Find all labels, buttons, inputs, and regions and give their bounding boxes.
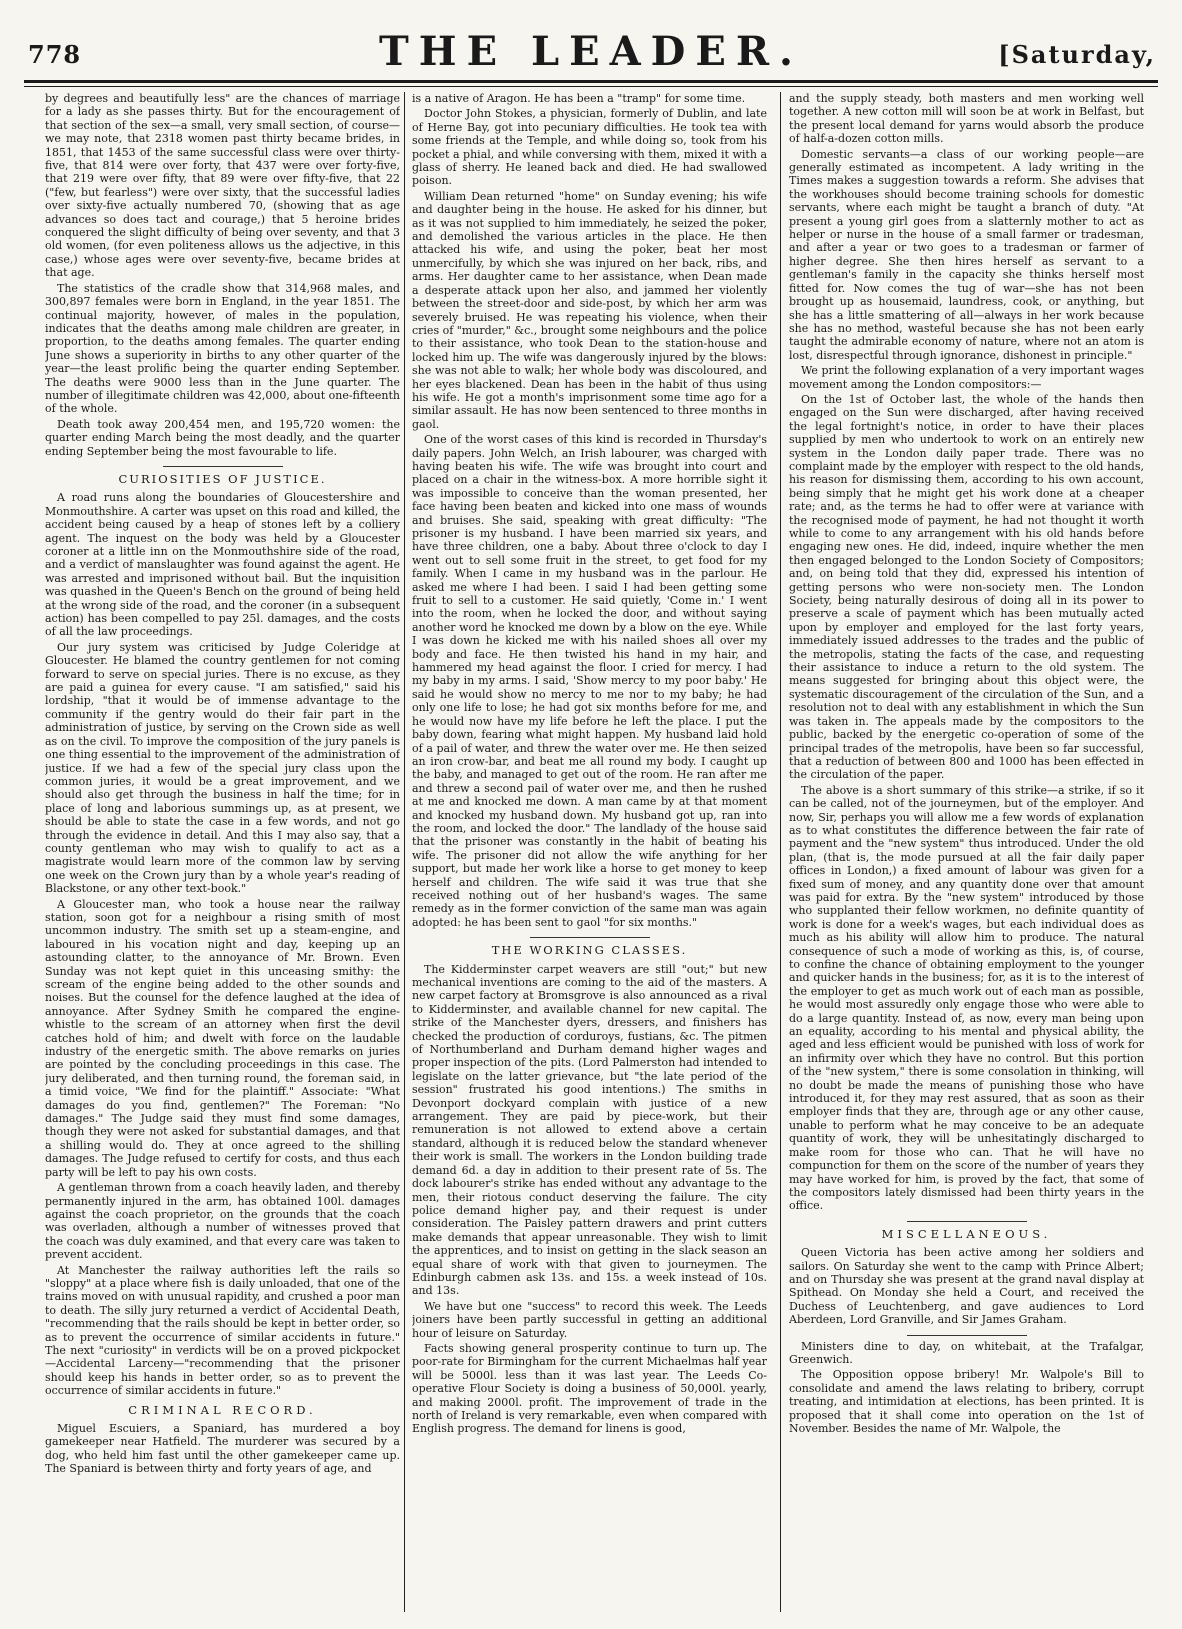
paragraph: Ministers dine to day, on whitebait, at the Trafalgar, Greenwich. [789, 1339, 1144, 1366]
column-1 [45, 92, 400, 1614]
paragraph: is a native of Aragon. He has been a "tramp" for some time. [412, 92, 746, 105]
paragraph: William Dean returned "home" on Sunday evening; his wife and daughter being in the house. He asked for his dinner, but as it was not supplied to him immediately, he seized the poker, and demolished the various articles in the place. He then attacked his wife, and using the poker, beat her most unmercifully, by which she was injured on her back, ribs, and arms. Her daughter came to her assistance, when Dean made a desperate attack upon her also, and jammed her violently between the street-door and side-post, by which her arm was severely bruised. He was repeating his violence, when their cries of "murder," &c., brought some neighbours and the police to their assistance, who took Dean to the station-house and locked him up. The wife was dangerously injured by the blows: she was not able to walk; her whole body was discoloured, and her eyes blackened. Dean has been in the habit of thus using his wife. He got a month's imprisonment some time ago for a similar assault. He has now been sentenced to three months in gaol. [412, 189, 767, 431]
section-heading: THE WORKING CLASSES. [491, 943, 688, 958]
paragraph: One of the worst cases of this kind is recorded in Thursday's daily papers. John Welch, an Irish labourer, was charged with having beaten his wife. The wife was brought into court and placed on a chair in the witness-box. A more horrible sight it was impossible to conceive than the woman presented, her face having been beaten and kicked into one mass of wounds and bruises. She said, speaking with great difficulty: "The prisoner is my husband. I have been married six years, and have three children, one a baby. About three o'clock to day I went out to sell some fruit in the street, to get food for my family. When I came in my husband was in the parlour. He asked me where I had been. I said I had been getting some fruit to sell to a customer. He said quietly, 'Come in.' I went into the room, when he locked the door, and without saying another word he knocked me down by a blow on the eye. While I was down he kicked me with his nailed shoes all over my body and face. He then twisted his hand in my hair, and hammered my head against the floor. I cried for mercy. I had my baby in my arms. I said, 'Show mercy to my poor baby.' He said he would show no mercy to me nor to my baby; he had only one life to lose; he had got six months before for me, and he would now have my life before he left the place. I put the baby down, fearing what might happen. My husband laid hold of a pail of water, and threw the water over me. He then seized an iron crow-bar, and beat me all round my body. I caught up the baby, and managed to get out of the room. He ran after me and threw a second pail of water over me, and then he rushed at me and knocked me down. A man came by at that moment and knocked my husband down. My husband got up, ran into the room, and locked the door." The landlady of the house said that the prisoner was constantly in the habit of beating his wife. The prisoner did not allow the wife anything for her support, but made her work like a horse to get money to keep herself and children. The wife said it was true that she received nothing out of her husband's wages. The same remedy as in the former conviction of the same man was again adopted: he has been sent to gaol "for six months." [412, 433, 767, 929]
section-heading: MISCELLANEOUS. [881, 1226, 1052, 1241]
header-rule-thick [24, 80, 1158, 83]
paragraph: We have but one "success" to record this week. The Leeds joiners have been partly successful in getting an additional hour of leisure on Saturday. [412, 1299, 767, 1340]
page-header [0, 0, 1182, 92]
dateline: [Saturday, [998, 40, 1156, 69]
paragraph: Domestic servants—a class of our working people—are generally estimated as incompetent. A lady writing in the Times makes a suggestion towards a reform. She advises that the workhouses should become training schools for domestic servants, where each might be taught a branch of duty. "At present a young girl goes from a slatternly mother to act as helper or nurse in the house of a small farmer or tradesman, and after a year or two goes to a tradesman or farmer of higher degree. She then hires herself as servant to a gentleman's family in the capacity she thinks herself most fitted for. Now comes the tug of war—she has not been brought up as housemaid, laundress, cook, or anything, but she has a little smattering of all—always in her work because she has no method, wasteful because she has not been early taught the admirable economy of nature, where not an atom is lost, disrespectful through ignorance, dishonest in principle." [789, 147, 1144, 362]
column-3 [789, 92, 1144, 1614]
paragraph: Death took away 200,454 men, and 195,720 women: the quarter ending March being the most deadly, and the quarter ending September being the most favourable to life. [45, 417, 400, 458]
column-divider [404, 92, 405, 1612]
section-heading: CRIMINAL RECORD. [128, 1402, 317, 1417]
newspaper-title: THE LEADER. [379, 28, 803, 75]
paragraph: A road runs along the boundaries of Gloucestershire and Monmouthshire. A carter was upset on this road and killed, the accident being caused by a heap of stones left by a colliery agent. The inquest on the body was held by a Gloucester coroner at a little inn on the Monmouthshire side of the road, and a verdict of manslaughter was found against the agent. He was arrested and imprisoned without bail. But the inquisition was quashed in the Queen's Bench on the ground of being held at the wrong side of the road, and the coroner (in a subsequent action) has been compelled to pay 25l. damages, and the costs of all the law proceedings. [45, 491, 400, 639]
paragraph: A Gloucester man, who took a house near the railway station, soon got for a neighbour a rising smith of most uncommon industry. The smith set up a steam-engine, and laboured in his vocation night and day, keeping up an astounding clatter, to the annoyance of Mr. Brown. Even Sunday was not kept quiet in this unceasing smithy: the scream of the engine being added to the other sounds and noises. But the counsel for the defence laughed at the idea of annoyance. After Sydney Smith he compared the engine-whistle to the scream of an attorney when first the devil catches hold of him; and dwelt with force on the laudable industry of the energetic smith. The above remarks on juries are pointed by the concluding proceedings in this case. The jury deliberated, and then turning round, the foreman said, in a timid voice, "We find for the plaintiff." Associate: "What damages do you find, gentlemen?" The Foreman: "No damages." The Judge said they must find some damages, though they were not asked for substantial damages, and that a shilling would do. They at once agreed to the shilling damages. The Judge refused to certify for costs, and thus each party will be left to pay his own costs. [45, 897, 400, 1179]
column-divider [780, 92, 781, 1612]
section-divider [907, 1221, 1027, 1222]
paragraph: The Kidderminster carpet weavers are still "out;" but new mechanical inventions are coming to the aid of the masters. A new carpet factory at Bromsgrove is also announced as a rival to Kidderminster, and available channel for new capital. The strike of the Manchester dyers, dressers, and finishers has checked the production of corduroys, fustians, &c. The pitmen of Northumberland and Durham demand higher wages and proper inspection of the pits. (Lord Palmerston had intended to legislate on the latter grievance, but "the late period of the session" frustrated his good intentions.) The smiths in Devonport dockyard complain with justice of a new arrangement. They are paid by piece-work, but their remuneration is not allowed to extend above a certain standard, although it is reduced below the standard whenever their work is small. The workers in the London building trade demand 6d. a day in addition to their present rate of 5s. The dock labourer's strike has ended without any advantage to the men, their riotous conduct deserving the failure. The city police demand higher pay, and their request is under consideration. The Paisley pattern drawers and print cutters make demands that appear unreasonable. They wish to limit the apprentices, and to insist on getting in the slack season an equal share of work with that given to journeymen. The Edinburgh cabmen ask 13s. and 15s. a week instead of 10s. and 13s. [412, 962, 767, 1298]
paragraph: The above is a short summary of this strike—a strike, if so it can be called, not of the journeymen, but of the employer. And now, Sir, perhaps you will allow me a few words of explanation as to what constitutes the difference between the fair rate of payment and the "new system" thus introduced. Under the old plan, (that is, the mode pursued at all the fair daily paper offices in London,) a fixed amount of labour was given for a fixed sum of money, and any quantity done over that amount was paid for extra. By the "new system" introduced by those who supplanted their fellow workmen, no definite quantity of work is done for a week's wages, but each individual does as much as his ability will allow him to produce. The natural consequence of such a mode of working as this, is, of course, to confine the chance of obtaining employment to the younger and quicker hands in the business; for, as it is to the interest of the employer to get as much work out of each man as possible, he would most assuredly only engage those who were able to do a large quantity. Instead of, as now, every man being upon an equality, according to his mental and physical ability, the aged and less efficient would be punished with loss of work for an infirmity over which they have no control. But this portion of the "new system," there is some consolation in thinking, will no doubt be made the means of punishing those who have introduced it, for they may rest assured, that as soon as their employer finds that they are, through age or any other cause, unable to perform what he may conceive to be an adequate quantity of work, they will be unhesitatingly discharged to make room for those who can. That he will have no compunction for them on the score of the number of years they may have worked for him, is proved by the fact, that some of the compositors lately dismissed had been thirty years in the office. [789, 783, 1144, 1213]
column-2 [412, 92, 767, 1614]
section-divider [163, 466, 283, 467]
paragraph: by degrees and beautifully less" are the chances of marriage for a lady as she passes thirty. But for the encouragement of that section of the sex—a small, very small section, of course—we may note, that 2318 women past thirty became brides, in 1851, that 1453 of the same successful class were over thirty-five, that 814 were over forty, that 437 were over forty-five, that 219 were over fifty, that 89 were over fifty-five, that 22 ("few, but fearless") were over sixty, that the successful ladies over sixty-five actually numbered 70, (showing that as age advances so does tact and courage,) that 5 heroine brides conquered the slight difficulty of being over seventy, and that 3 old women, (for even politeness allows us the adjective, in this case,) whose ages were over seventy-five, became brides at that age. [45, 92, 400, 280]
paragraph: and the supply steady, both masters and men working well together. A new cotton mill will soon be at work in Belfast, but the present local demand for yarns would absorb the produce of half-a-dozen cotton mills. [789, 92, 1144, 146]
paragraph: We print the following explanation of a very important wages movement among the London compositors:— [789, 364, 1144, 391]
header-rule-thin [24, 86, 1158, 87]
paragraph: Facts showing general prosperity continue to turn up. The poor-rate for Birmingham for the current Michaelmas half year will be 5000l. less than it was last year. The Leeds Co-operative Flour Society is doing a business of 50,000l. yearly, and making 2000l. profit. The improvement of trade in the north of Ireland is very remarkable, even when compared with English progress. The demand for linens is good, [412, 1341, 767, 1436]
paragraph: Queen Victoria has been active among her soldiers and sailors. On Saturday she went to the camp with Prince Albert; and on Thursday she was present at the grand naval display at Spithead. On Monday she held a Court, and received the Duchess of Leuchtenberg, and gave audiences to Lord Aberdeen, Lord Granville, and Sir James Graham. [789, 1246, 1144, 1327]
paragraph: On the 1st of October last, the whole of the hands then engaged on the Sun were discharged, after having received the legal fortnight's notice, in order to have their places supplied by men who undertook to work on an entirely new system in the London daily paper trade. There was no complaint made by the employer with respect to the old hands, his reason for dismissing them, according to his own account, being simply that he might get his work done at a cheaper rate; and, as the terms he had to offer were at variance with the recognised mode of payment, he had not thought it worth while to come to any arrangement with his old hands before engaging new ones. He did, indeed, inquire whether the men then engaged belonged to the London Society of Compositors; and, on being told that they did, expressed his intention of getting persons who were non-society men. The London Society, being naturally desirous of doing all in its power to preserve a scale of payment which has been mutually acted upon by employer and employed for the last forty years, immediately issued addresses to the trades and the public of the metropolis, stating the facts of the case, and requesting their assistance to induce a return to the old system. The means suggested for bringing about this object were, the systematic discouragement of the circulation of the Sun, and a resolution not to deal with any establishment in which the Sun was taken in. The appeals made by the compositors to the public, backed by the energetic co-operation of some of the principal trades of the metropolis, have been so far successful, that a reduction of between 800 and 1000 has been effected in the circulation of the paper. [789, 392, 1144, 782]
paragraph: The Opposition oppose bribery! Mr. Walpole's Bill to consolidate and amend the laws relating to bribery, corrupt treating, and intimidation at elections, has been printed. It is proposed that it shall come into operation on the 1st of November. Besides the name of Mr. Walpole, the [789, 1368, 1144, 1435]
section-divider [530, 937, 650, 938]
paragraph: At Manchester the railway authorities left the rails so "sloppy" at a place where fish is daily unloaded, that one of the trains moved on with unusual rapidity, and crushed a poor man to death. The silly jury returned a verdict of Accidental Death, "recommending that the rails should be kept in better order, so as to prevent the occurrence of similar accidents in future." The next "curiosity" in verdicts will be on a proved pickpocket—Accidental Larceny—"recommending that the prisoner should keep his hands in better order, so as to prevent the occurrence of similar accidents in future." [45, 1263, 400, 1398]
paragraph: Our jury system was criticised by Judge Coleridge at Gloucester. He blamed the country gentlemen for not coming forward to serve on special juries. There is no excuse, as they are paid a guinea for every cause. "I am satisfied," said his lordship, "that it would be of immense advantage to the community if the gentry would do their fair part in the administration of justice, by serving on the Crown side as well as on the civil. To improve the composition of the jury panels is one thing essential to the improvement of the administration of justice. If we had a few of the special jury class upon the common juries, it would be a great improvement, and we should also get through the business in half the time; for in place of long and laborious summings up, as at present, we should be able to state the case in a few words, and not go through the evidence in detail. And this I may also say, that a county gentleman who may wish to qualify to act as a magistrate would learn more of the common law by serving one week on the Crown jury than by a whole year's reading of Blackstone, or any other text-book." [45, 640, 400, 896]
page-number: 778 [28, 40, 82, 69]
paragraph: Doctor John Stokes, a physician, formerly of Dublin, and late of Herne Bay, got into pecuniary difficulties. He took tea with some friends at the Temple, and while doing so, took from his pocket a phial, and while conversing with them, mixed it with a glass of sherry. He leaned back and died. He had swallowed poison. [412, 107, 767, 188]
paragraph: A gentleman thrown from a coach heavily laden, and thereby permanently injured in the arm, has obtained 100l. damages against the coach proprietor, on the grounds that the coach was overladen, although a number of witnesses proved that the coach was duly examined, and that every care was taken to prevent accident. [45, 1181, 400, 1262]
section-divider [907, 1335, 1027, 1336]
paragraph: Miguel Escuiers, a Spaniard, has murdered a boy gamekeeper near Hatfield. The murderer was secured by a dog, who held him fast until the other gamekeeper came up. The Spaniard is between thirty and forty years of age, and [45, 1422, 400, 1476]
paragraph: The statistics of the cradle show that 314,968 males, and 300,897 females were born in England, in the year 1851. The continual majority, however, of males in the population, indicates that the deaths among male children are greater, in proportion, to the deaths among females. The quarter ending June shows a superiority in births to any other quarter of the year—the least prolific being the quarter ending September. The deaths were 9000 less than in the June quarter. The number of illegitimate children was 42,000, about one-fifteenth of the whole. [45, 281, 400, 416]
section-heading: CURIOSITIES OF JUSTICE. [118, 471, 327, 486]
